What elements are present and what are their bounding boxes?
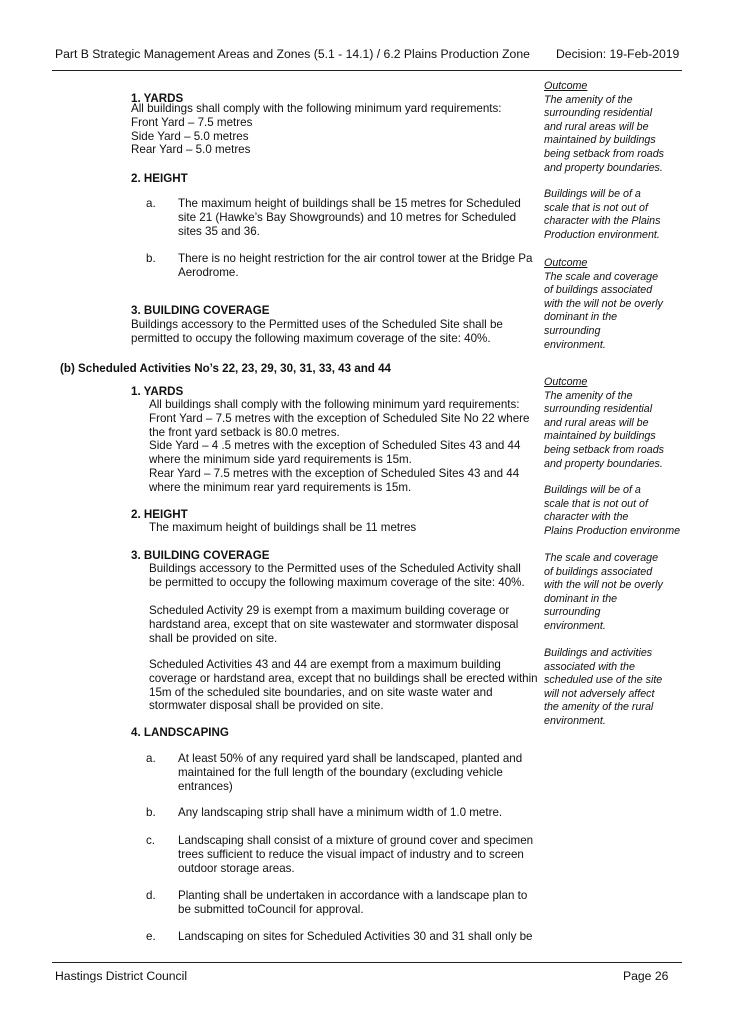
sidebar-line: and property boundaries. xyxy=(544,161,663,174)
b-yards-line: where the minimum rear yard requirements is 15m. xyxy=(149,480,412,494)
a-height-item-b xyxy=(178,252,532,280)
sidebar-block-7 xyxy=(544,647,662,729)
sidebar-line: with the will not be overly xyxy=(544,579,663,592)
sidebar-line: environment. xyxy=(544,714,606,727)
sidebar-line: and rural areas will be xyxy=(544,416,649,429)
b-landscaping-heading: 4. LANDSCAPING xyxy=(131,726,229,739)
sidebar-line: The amenity of the xyxy=(544,389,633,402)
sidebar-outcome-label: Outcome xyxy=(544,80,588,92)
footer-organisation: Hastings District Council xyxy=(55,969,188,983)
a-coverage-text xyxy=(131,318,503,346)
a-height-line: site 21 (Hawke’s Bay Showgrounds) and 10 metres for Scheduled xyxy=(178,210,517,224)
a-coverage-line: Buildings accessory to the Permitted uses of the Scheduled Site shall be xyxy=(131,318,503,331)
sidebar-line: Plains Production environme xyxy=(544,524,681,537)
sidebar-line: The amenity of the xyxy=(544,93,633,106)
b-landscaping-item-d xyxy=(178,889,527,917)
b-yards-text xyxy=(149,398,529,495)
a-height-line: The maximum height of buildings shall be 15 metres for Scheduled xyxy=(178,197,521,210)
sidebar-line: Buildings and activities xyxy=(544,647,653,659)
b-coverage-line: be permitted to occupy the following maximum coverage of the site: 40%. xyxy=(149,575,525,589)
a-height-item-a xyxy=(178,197,521,238)
b-coverage-line: Buildings accessory to the Permitted uses of the Scheduled Activity shall xyxy=(149,562,521,575)
a-yards-line: Front Yard – 7.5 metres xyxy=(131,115,253,129)
b-height-text: The maximum height of buildings shall be 11 metres xyxy=(149,521,417,534)
b-landscaping-item-e: Landscaping on sites for Scheduled Activities 30 and 31 shall only be xyxy=(178,930,533,943)
sidebar-outcome-label: Outcome xyxy=(544,257,588,269)
a-height-heading: 2. HEIGHT xyxy=(131,172,188,185)
b-landscaping-line: be submitted toCouncil for approval. xyxy=(178,902,364,916)
a-yards-line: All buildings shall comply with the following minimum yard requirements: xyxy=(131,102,502,115)
a-height-line: Aerodrome. xyxy=(178,265,239,279)
b-landscaping-item-a xyxy=(178,752,522,793)
b-landscaping-line: At least 50% of any required yard shall be landscaped, planted and xyxy=(178,752,523,765)
b-yards-line: Rear Yard – 7.5 metres with the exception of Scheduled Sites 43 and 44 xyxy=(149,466,520,480)
a-yards-line: Rear Yard – 5.0 metres xyxy=(131,143,251,157)
sidebar-line: being setback from roads xyxy=(544,443,664,456)
b-landscaping-line: trees sufficient to reduce the visual impact of industry and to screen xyxy=(178,847,524,861)
sidebar-line: will not adversely affect xyxy=(544,687,655,700)
a-yards-line: Side Yard – 5.0 metres xyxy=(131,129,249,143)
b-landscaping-label-a: a. xyxy=(146,752,156,765)
b-coverage-para-1 xyxy=(149,562,525,590)
a-coverage-line: permitted to occupy the following maximum coverage of the site: 40%. xyxy=(131,331,491,345)
a-yards-heading: 1. YARDS xyxy=(131,92,184,105)
b-yards-line: the front yard setback is 80.0 metres. xyxy=(149,425,340,439)
b-coverage-line: Scheduled Activities 43 and 44 are exempt from a maximum building xyxy=(149,658,501,671)
b-landscaping-line: outdoor storage areas. xyxy=(178,861,295,875)
b-yards-line: Front Yard – 7.5 metres with the exception of Scheduled Site No 22 where xyxy=(149,411,530,425)
sidebar-line: and rural areas will be xyxy=(544,120,649,133)
sidebar-line: Buildings will be of a xyxy=(544,188,641,200)
b-coverage-line: 15m of the scheduled site boundaries, and on site waste water and xyxy=(149,685,493,699)
sidebar-line: maintained by buildings xyxy=(544,134,656,147)
a-yards-text xyxy=(131,102,502,157)
b-coverage-line: Scheduled Activity 29 is exempt from a maximum building coverage or xyxy=(149,604,510,617)
sidebar-line: maintained by buildings xyxy=(544,430,656,443)
sidebar-line: surrounding residential xyxy=(544,107,653,120)
sidebar-line: surrounding xyxy=(544,606,601,619)
sidebar-block-3 xyxy=(544,257,663,352)
b-section-heading: (b) Scheduled Activities No’s 22, 23, 29, 30, 31, 33, 43 and 44 xyxy=(60,362,391,375)
a-height-line: There is no height restriction for the air control tower at the Bridge Pa xyxy=(178,252,533,265)
b-height-heading: 2. HEIGHT xyxy=(131,508,188,521)
b-coverage-heading: 3. BUILDING COVERAGE xyxy=(131,549,270,562)
b-landscaping-line: maintained for the full length of the boundary (excluding vehicle xyxy=(178,765,503,779)
b-coverage-line: coverage or hardstand area, except that no buildings shall be erected within xyxy=(149,671,538,685)
sidebar-line: dominant in the xyxy=(544,592,618,605)
b-yards-line: where the minimum side yard requirements is 15m. xyxy=(149,453,412,467)
a-coverage-heading: 3. BUILDING COVERAGE xyxy=(131,304,270,317)
sidebar-line: scheduled use of the site xyxy=(544,674,663,687)
sidebar-line: of buildings associated xyxy=(544,284,653,297)
b-coverage-line: shall be provided on site. xyxy=(149,631,278,645)
sidebar-outcome-label: Outcome xyxy=(544,376,588,388)
sidebar-line: of buildings associated xyxy=(544,565,653,578)
header-rule xyxy=(52,70,682,71)
header-decision-date: Decision: 19-Feb-2019 xyxy=(556,47,680,61)
b-coverage-para-3 xyxy=(149,658,538,713)
a-height-line: sites 35 and 36. xyxy=(178,224,260,238)
sidebar-line: associated with the xyxy=(544,660,635,673)
sidebar-line: The scale and coverage xyxy=(544,552,659,564)
b-landscaping-label-b: b. xyxy=(146,806,156,819)
sidebar-line: dominant in the xyxy=(544,311,618,324)
b-landscaping-line: entrances) xyxy=(178,779,233,793)
sidebar-line: environment. xyxy=(544,338,606,351)
sidebar-block-5 xyxy=(544,484,680,538)
sidebar-line: environment. xyxy=(544,619,606,632)
sidebar-line: surrounding xyxy=(544,324,601,337)
header-title: Part B Strategic Management Areas and Zones (5.1 - 14.1) / 6.2 Plains Production Zone xyxy=(55,47,530,61)
sidebar-block-4 xyxy=(544,376,664,471)
sidebar-line: character with the Plains xyxy=(544,215,661,228)
sidebar-line: character with the xyxy=(544,511,629,524)
sidebar-line: Buildings will be of a xyxy=(544,484,641,496)
sidebar-line: surrounding residential xyxy=(544,403,653,416)
b-coverage-line: stormwater disposal shall be provided on site. xyxy=(149,699,384,713)
a-height-label-b: b. xyxy=(146,252,156,265)
b-landscaping-item-b: Any landscaping strip shall have a minimum width of 1.0 metre. xyxy=(178,806,503,819)
footer-rule xyxy=(52,962,682,963)
footer-page-number: Page 26 xyxy=(623,969,669,983)
sidebar-line: scale that is not out of xyxy=(544,497,648,510)
sidebar-line: the amenity of the rural xyxy=(544,701,654,714)
b-coverage-line: hardstand area, except that on site wastewater and stormwater disposal xyxy=(149,617,519,631)
b-landscaping-item-c xyxy=(178,834,533,875)
sidebar-line: with the will not be overly xyxy=(544,297,663,310)
b-landscaping-line: Planting shall be undertaken in accordance with a landscape plan to xyxy=(178,889,528,902)
b-yards-line: Side Yard – 4 .5 metres with the exception of Scheduled Sites 43 and 44 xyxy=(149,439,521,453)
sidebar-line: scale that is not out of xyxy=(544,201,648,214)
b-landscaping-label-c: c. xyxy=(146,834,156,847)
sidebar-line: and property boundaries. xyxy=(544,457,663,470)
b-yards-heading: 1. YARDS xyxy=(131,385,184,398)
b-coverage-para-2 xyxy=(149,604,518,645)
b-yards-line: All buildings shall comply with the following minimum yard requirements: xyxy=(149,398,520,411)
sidebar-line: being setback from roads xyxy=(544,147,664,160)
b-landscaping-label-e: e. xyxy=(146,930,156,943)
sidebar-block-6 xyxy=(544,552,663,634)
a-height-label-a: a. xyxy=(146,197,156,210)
b-landscaping-label-d: d. xyxy=(146,889,156,902)
sidebar-line: Production environment. xyxy=(544,228,660,241)
b-landscaping-line: Landscaping shall consist of a mixture of ground cover and specimen xyxy=(178,834,534,847)
sidebar-block-1 xyxy=(544,80,664,175)
sidebar-block-2 xyxy=(544,188,660,242)
sidebar-line: The scale and coverage xyxy=(544,270,659,283)
